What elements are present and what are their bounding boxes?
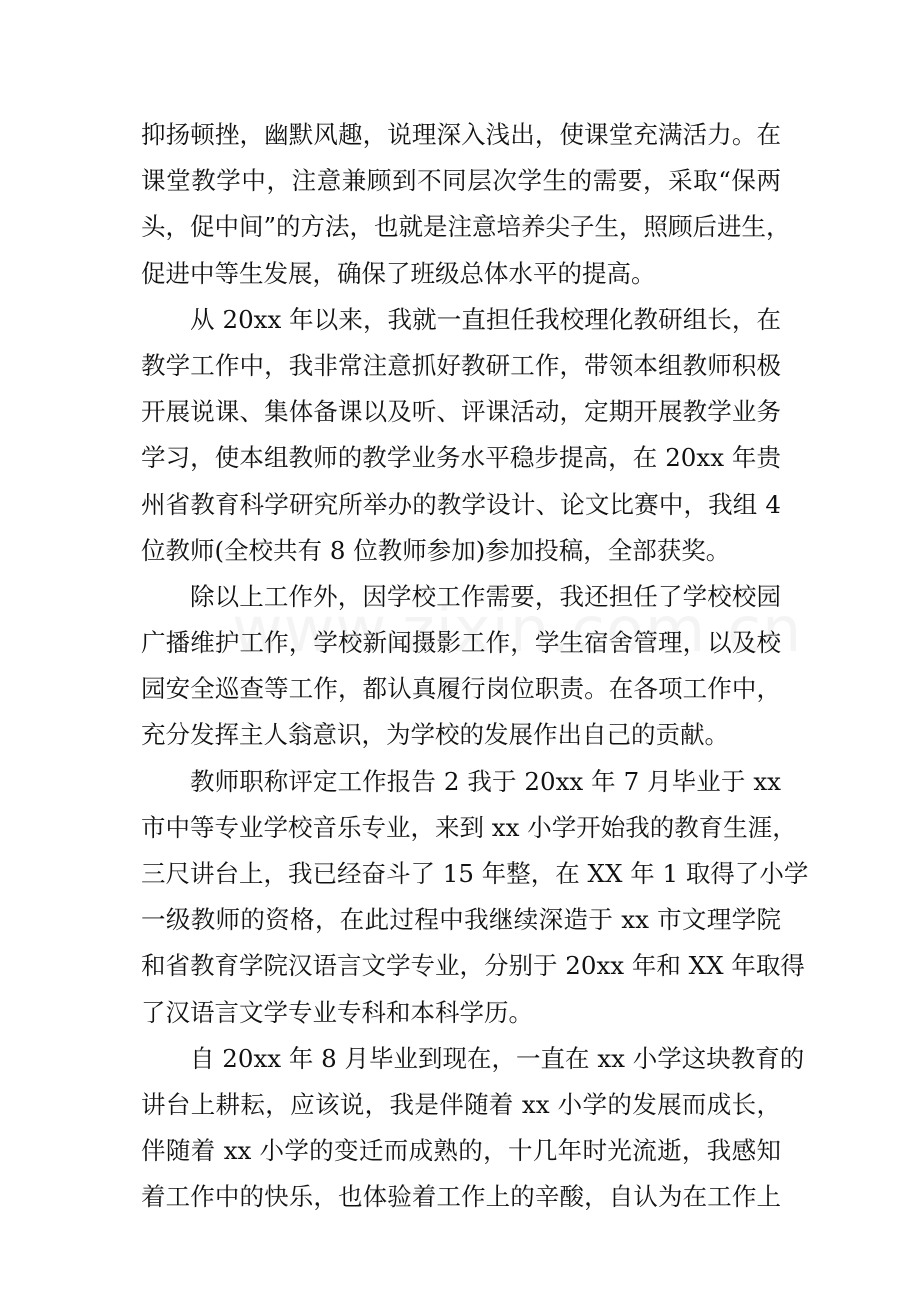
text-line: 了汉语言文学专业专科和本科学历。	[141, 997, 533, 1027]
text-line: 教师职称评定工作报告 2 我于 20xx 年 7 月毕业于 xx	[190, 766, 781, 796]
text-line: 从 20xx 年以来，我就一直担任我校理化教研组长，在	[190, 304, 781, 334]
text-line: 三尺讲台上，我已经奋斗了 15 年整，在 XX 年 1 取得了小学	[141, 859, 809, 888]
text-line: 头，促中间”的方法，也就是注意培养尖子生，照顾后进生，	[141, 212, 791, 242]
text-line: 广播维护工作，学校新闻摄影工作，学生宿舍管理，以及校	[141, 628, 781, 658]
text-line: 一级教师的资格，在此过程中我继续深造于 xx 市文理学院	[141, 905, 781, 935]
text-line: 伴随着 xx 小学的变迁而成熟的，十几年时光流逝，我感知	[141, 1136, 781, 1166]
text-line: 讲台上耕耘，应该说，我是伴随着 xx 小学的发展而成长，	[141, 1089, 781, 1119]
text-line: 课堂教学中，注意兼顾到不同层次学生的需要，采取“保两	[141, 166, 781, 196]
document-body	[141, 112, 809, 1221]
text-line: 市中等专业学校音乐专业，来到 xx 小学开始我的教育生涯，	[141, 812, 797, 842]
text-line: 抑扬顿挫，幽默风趣，说理深入浅出，使课堂充满活力。在	[141, 120, 781, 149]
text-line: 开展说课、集体备课以及听、评课活动，定期开展教学业务	[141, 397, 781, 427]
text-line: 自 20xx 年 8 月毕业到现在，一直在 xx 小学这块教育的	[190, 1043, 805, 1073]
text-line: 园安全巡查等工作，都认真履行岗位职责。在各项工作中，	[141, 674, 781, 704]
text-line: 除以上工作外，因学校工作需要，我还担任了学校校园	[190, 581, 781, 611]
text-line: 学习，使本组教师的教学业务水平稳步提高，在 20xx 年贵	[141, 443, 781, 473]
text-line: 促进中等生发展，确保了班级总体水平的提高。	[141, 258, 656, 288]
text-line: 充分发挥主人翁意识，为学校的发展作出自己的贡献。	[141, 720, 729, 750]
text-line: 和省教育学院汉语言文学专业，分别于 20xx 年和 XX 年取得	[141, 951, 805, 981]
text-line: 教学工作中，我非常注意抓好教研工作，带领本组教师积极	[141, 350, 781, 380]
text-line: 位教师(全校共有 8 位教师参加)参加投稿，全部获奖。	[141, 535, 731, 565]
text-line: 着工作中的快乐，也体验着工作上的辛酸，自认为在工作上	[141, 1182, 781, 1212]
text-line: 州省教育科学研究所举办的教学设计、论文比赛中，我组 4	[141, 489, 781, 519]
